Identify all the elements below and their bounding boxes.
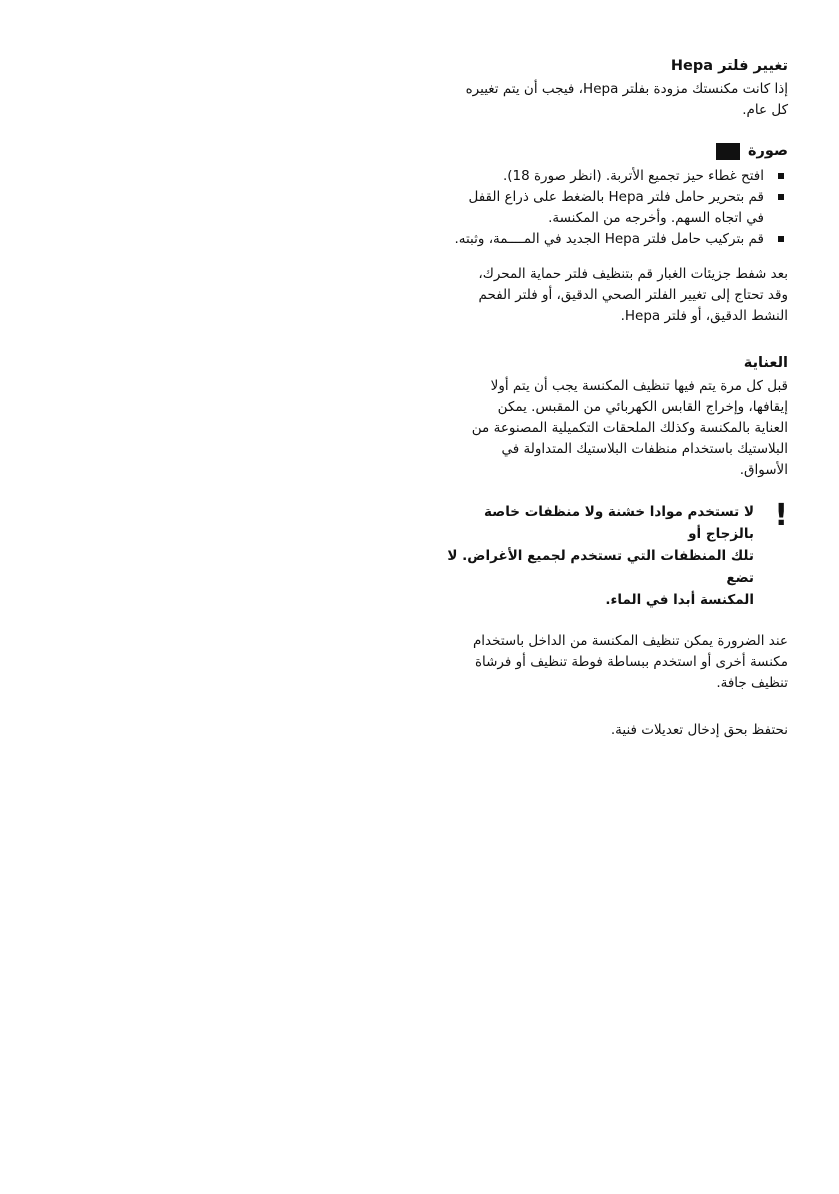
list-item [440, 166, 788, 187]
bullet-square-icon [778, 236, 784, 242]
figure-placeholder-box [716, 143, 740, 160]
care-line: قبل كل مرة يتم فيها تنظيف المكنسة يجب أن يتم أولا [490, 378, 788, 394]
exclamation-icon: ! [774, 498, 788, 533]
steps-list [440, 166, 788, 250]
care-line: الأسواق. [739, 462, 788, 478]
list-item [440, 187, 788, 229]
interior-cleaning [440, 631, 788, 694]
hepa-intro-line: كل عام. [742, 102, 788, 118]
care-line: إيقافها، وإخراج القابس الكهربائي من المقبس. يمكن [497, 399, 788, 415]
warning-line: المكنسة أبدا في الماء. [605, 592, 754, 608]
interior-cleaning-line: مكنسة أخرى أو استخدم ببساطة فوطة تنظيف أو فرشاة [474, 654, 788, 670]
step-line: قم بتركيب حامل فلتر Hepa الجديد في المــــمة، وثبته. [454, 231, 764, 247]
after-note-line: بعد شفط جزيئات الغبار قم بتنظيف فلتر حماية المحرك، [478, 266, 788, 282]
care-text [440, 376, 788, 481]
interior-cleaning-line: تنظيف جافة. [716, 675, 788, 691]
hepa-intro [440, 79, 788, 121]
bullet-square-icon [778, 194, 784, 200]
bullet-square-icon [778, 173, 784, 179]
after-note [440, 264, 788, 327]
figure-reference [440, 141, 788, 162]
after-note-line: وقد تحتاج إلى تغيير الفلتر الصحي الدقيق، أو فلتر الفحم [478, 287, 788, 303]
hepa-heading: تغيير فلتر Hepa [670, 58, 788, 74]
step-line: قم بتحرير حامل فلتر Hepa بالضغط على ذراع القفل [468, 189, 764, 205]
step-line: افتح غطاء حيز تجميع الأتربة. (انظر صورة 18). [502, 168, 764, 184]
warning-line: لا تستخدم موادا خشنة ولا منظفات خاصة بالزجاج أو [483, 504, 754, 542]
interior-cleaning-line: عند الضرورة يمكن تنظيف المكنسة من الداخل باستخدام [472, 633, 788, 649]
warning-block [440, 498, 788, 611]
care-heading: العناية [743, 355, 788, 371]
care-line: العناية بالمكنسة وكذلك الملحقات التكميلية المصنوعة من [471, 420, 788, 436]
list-item [440, 229, 788, 250]
care-line: البلاستيك باستخدام منظفات البلاستيك المتداولة في [501, 441, 788, 457]
technical-changes-note: نحتفظ بحق إدخال تعديلات فنية. [610, 722, 788, 738]
hepa-intro-line: إذا كانت مكنستك مزودة بفلتر Hepa، فيجب أن يتم تغييره [465, 81, 788, 97]
text-column [440, 56, 788, 741]
warning-line: تلك المنظفات التي تستخدم لجميع الأغراض. لا تضع [447, 548, 754, 586]
figure-label: صورة [747, 143, 788, 159]
after-note-line: النشط الدقيق، أو فلتر Hepa. [620, 308, 788, 324]
step-line: في اتجاه السهم. وأخرجه من المكنسة. [548, 210, 764, 226]
